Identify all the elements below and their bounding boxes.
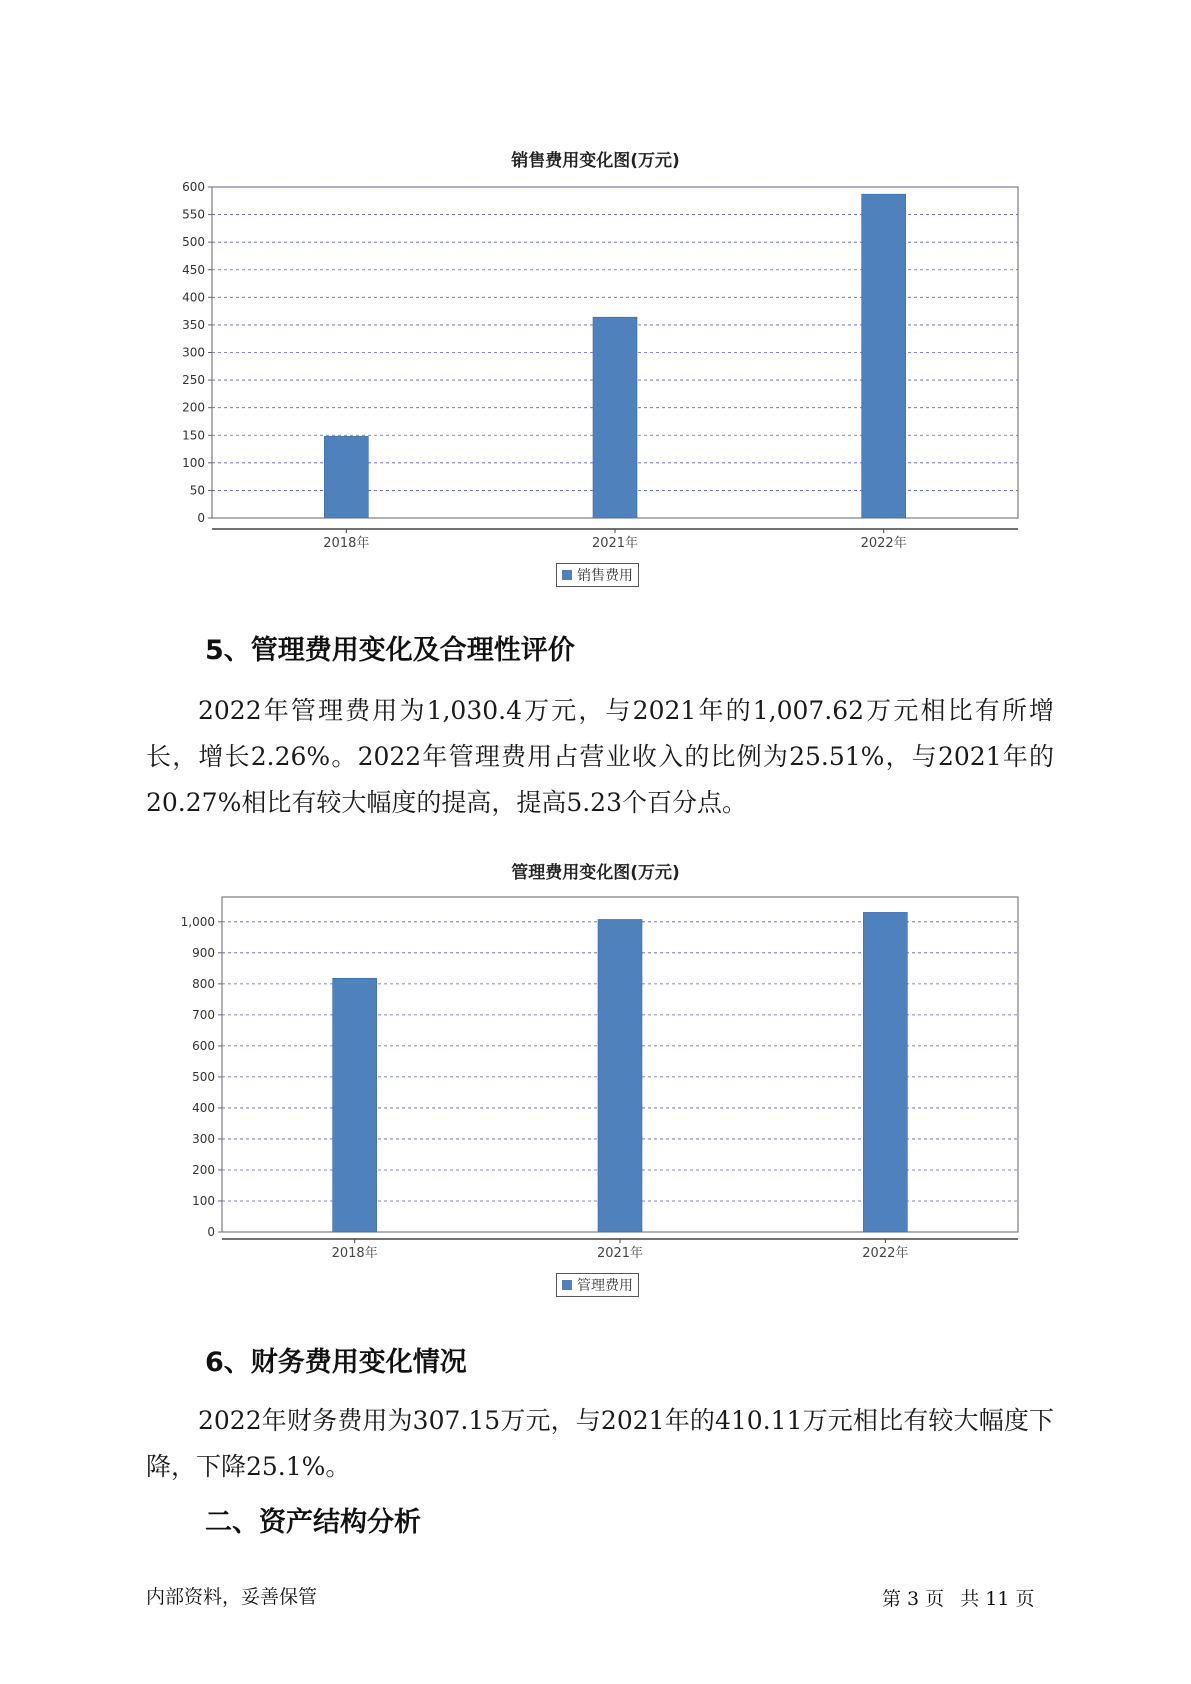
page-total: 共 11 页: [960, 1588, 1035, 1610]
bar: [324, 436, 368, 518]
y-tick-label: 300: [182, 345, 205, 360]
y-tick-label: 1,000: [180, 914, 215, 929]
chart-1-legend: [556, 563, 639, 587]
legend-swatch: [562, 1280, 572, 1290]
bar: [333, 978, 377, 1232]
y-tick-label: 50: [189, 483, 205, 498]
section-5-heading: 5、管理费用变化及合理性评价: [205, 635, 575, 666]
y-tick-label: 0: [197, 511, 205, 525]
x-tick-label: 2021年: [591, 536, 639, 551]
y-tick-label: 250: [182, 373, 205, 388]
y-tick-label: 350: [182, 317, 205, 332]
y-tick-label: 600: [182, 180, 205, 194]
bar: [593, 317, 637, 518]
footer-confidential: 内部资料，妥善保管: [146, 1586, 318, 1608]
y-tick-label: 900: [192, 945, 215, 960]
x-tick-label: 2018年: [323, 536, 370, 551]
chart-2-title: 管理费用变化图(万元): [511, 863, 680, 883]
section-5-text: 2022年管理费用为1,030.4万元，与2021年的1,007.62万元相比有所增长，增长2.26%。2022年管理费用占营业收入的比例为25.51%，与2021年的20.27%相比有较大幅度的提高，提高5.23个百分点。: [146, 696, 1054, 817]
chart-2-legend: [556, 1273, 639, 1297]
y-tick-label: 800: [192, 976, 215, 991]
y-tick-label: 200: [182, 400, 205, 415]
bar: [598, 919, 642, 1232]
x-tick-label: 2022年: [862, 1246, 909, 1261]
legend-label: 销售费用: [577, 568, 633, 584]
section-2-heading: 二、资产结构分析: [205, 1507, 421, 1538]
chart-1-title: 销售费用变化图(万元): [511, 151, 680, 171]
legend-swatch: [562, 570, 572, 580]
admin-expense-chart: [0, 880, 1191, 1265]
y-tick-label: 400: [182, 290, 205, 305]
page-current: 第 3 页: [882, 1588, 945, 1610]
section-6-heading: 6、财务费用变化情况: [205, 1347, 467, 1378]
x-tick-label: 2021年: [596, 1246, 644, 1261]
x-tick-label: 2018年: [331, 1246, 378, 1261]
bar: [862, 194, 906, 518]
y-tick-label: 100: [192, 1193, 215, 1208]
y-tick-label: 500: [192, 1069, 215, 1084]
section-6-text: 2022年财务费用为307.15万元，与2021年的410.11万元相比有较大幅度下降，下降25.1%。: [146, 1406, 1054, 1481]
y-tick-label: 150: [182, 428, 205, 443]
y-tick-label: 400: [192, 1100, 215, 1115]
y-tick-label: 300: [192, 1131, 215, 1146]
y-tick-label: 450: [182, 262, 205, 277]
sales-expense-chart: [0, 170, 1191, 555]
y-tick-label: 0: [207, 1225, 215, 1239]
footer-page-number: [882, 1584, 1044, 1611]
x-tick-label: 2022年: [860, 536, 907, 551]
y-tick-label: 600: [192, 1038, 215, 1053]
y-tick-label: 550: [182, 207, 205, 222]
y-tick-label: 500: [182, 235, 205, 250]
legend-label: 管理费用: [577, 1278, 633, 1294]
y-tick-label: 100: [182, 455, 205, 470]
y-tick-label: 700: [192, 1007, 215, 1022]
bar: [863, 912, 907, 1232]
y-tick-label: 200: [192, 1162, 215, 1177]
